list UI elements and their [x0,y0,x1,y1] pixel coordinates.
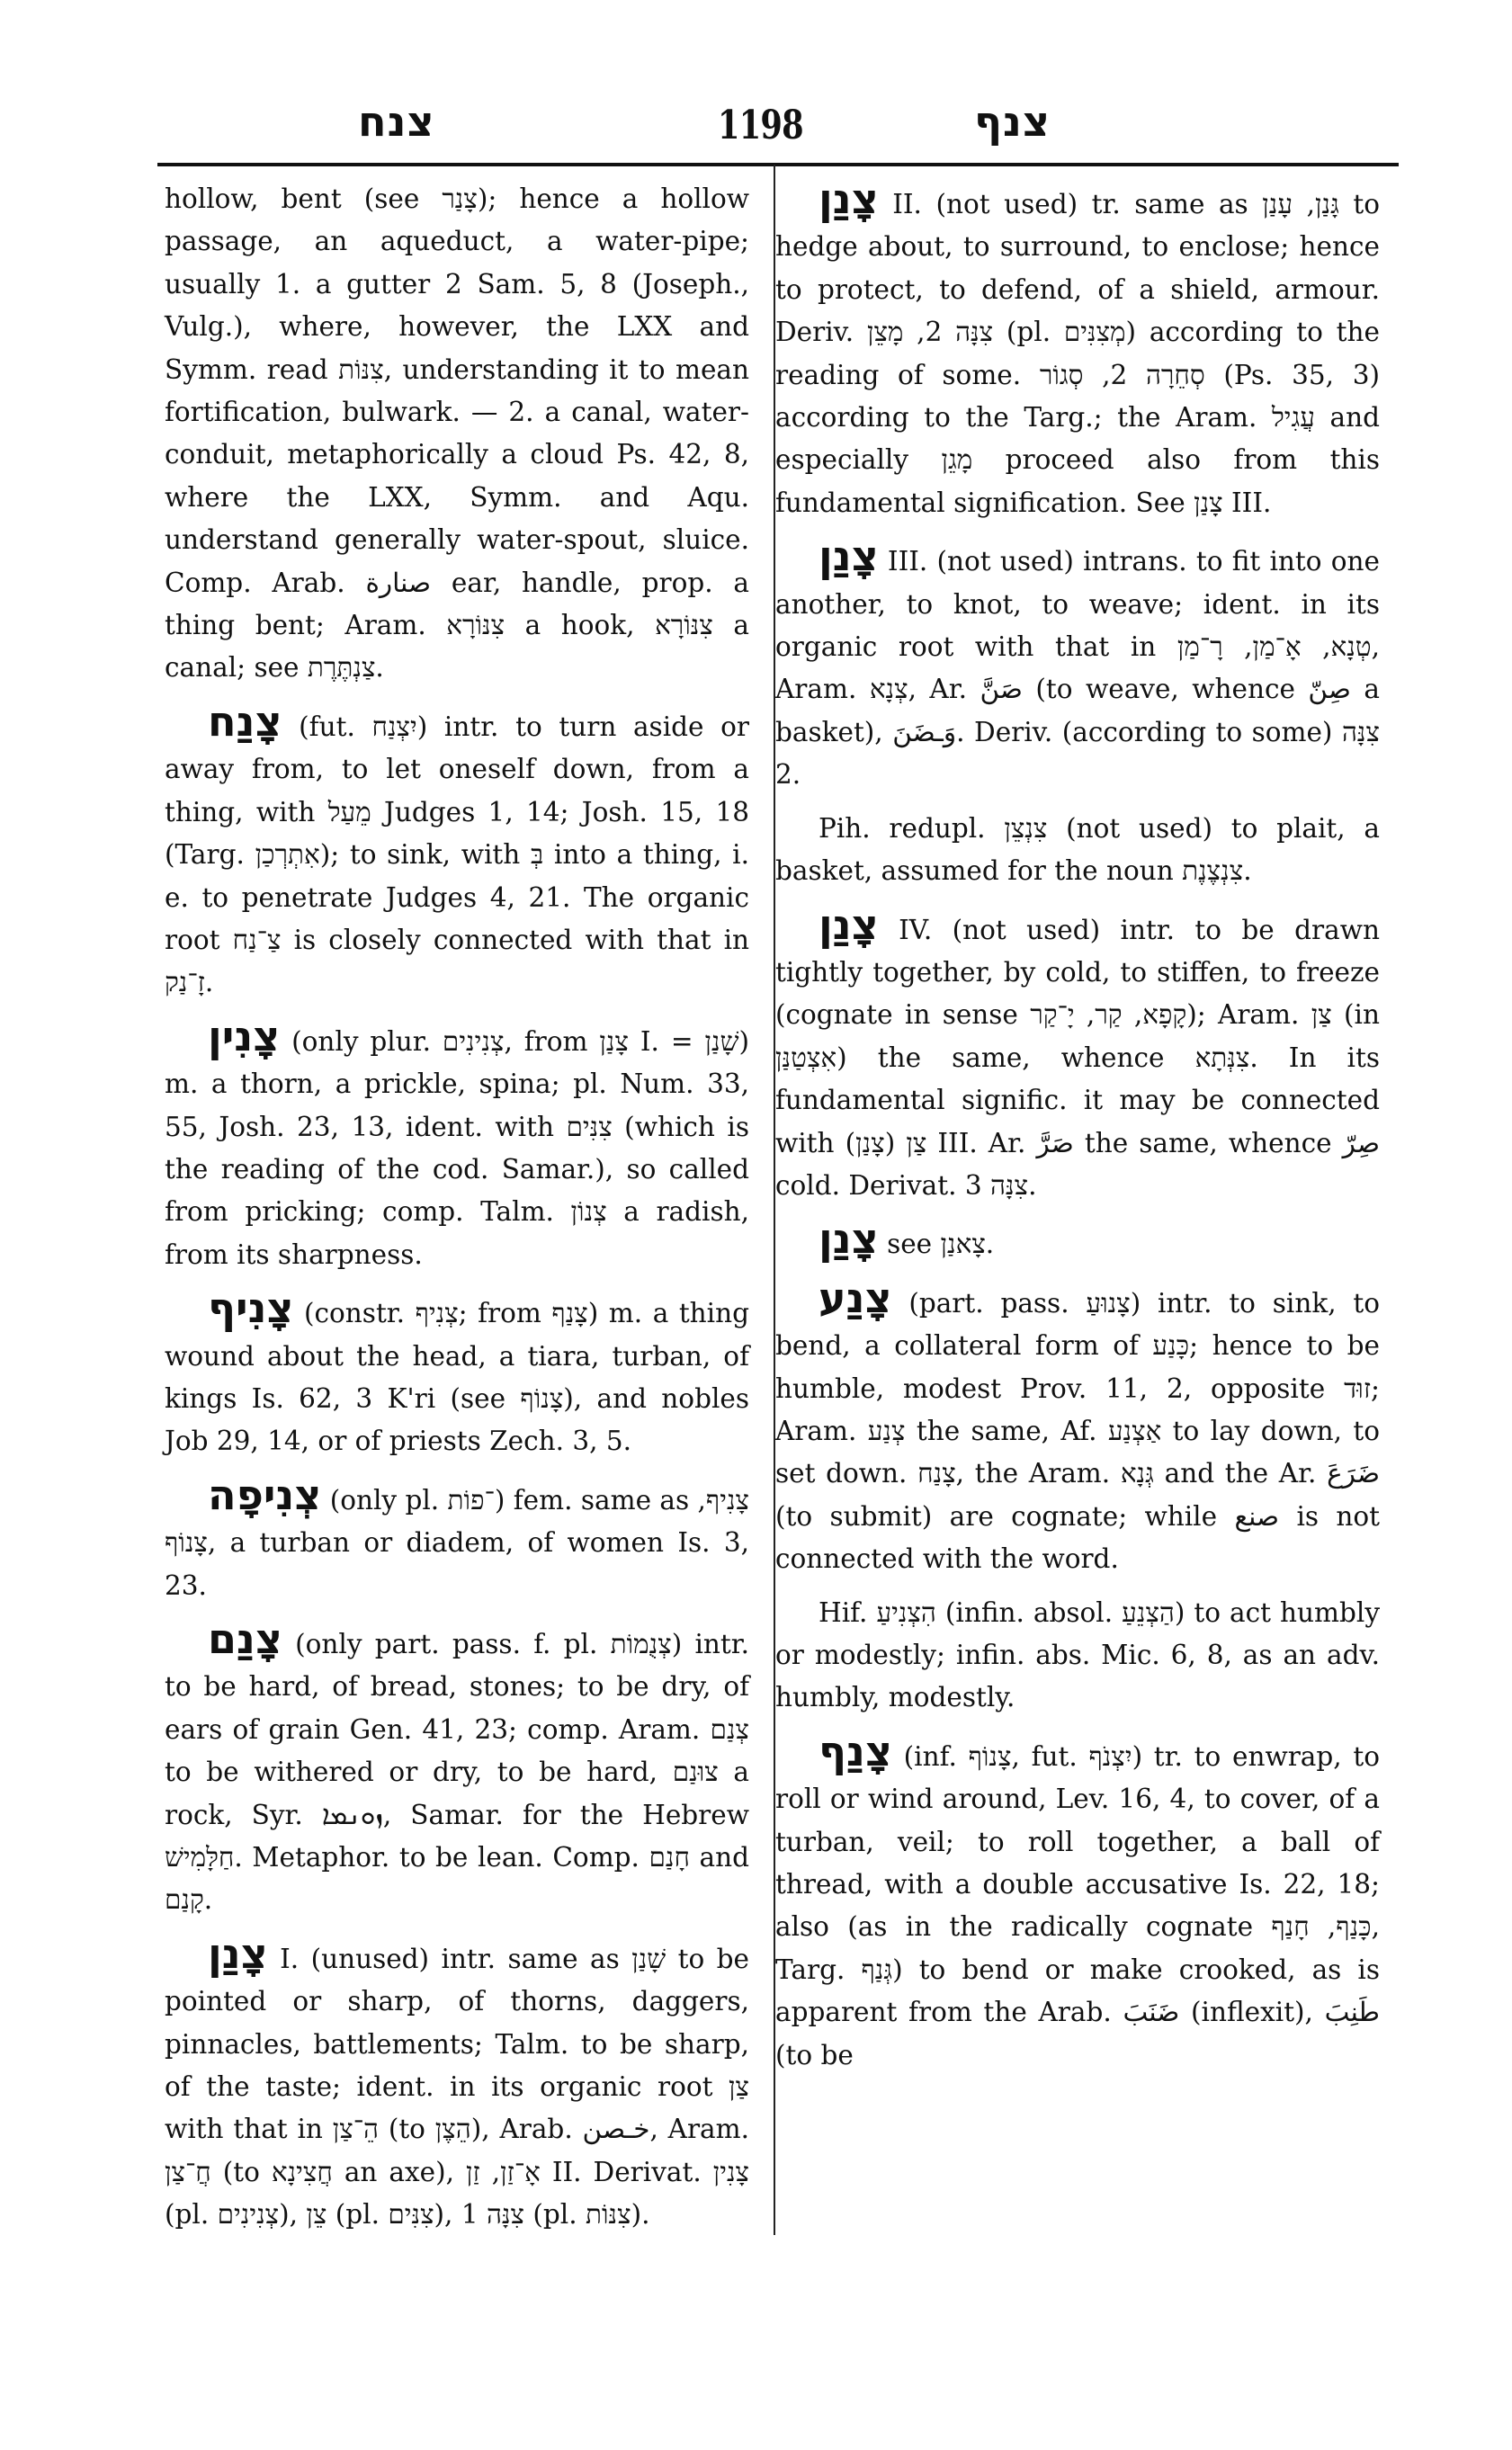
dictionary-entry [775,1726,1380,2077]
dictionary-entry [165,696,749,1005]
entry-headword: צָנַן [819,1214,879,1264]
entry-text: (only pl. ־פוֹת) fem. same as צָנִיף, צָנוֹף, a turban or diadem, of women Is. 3, 23. [165,1484,749,1601]
dictionary-subentry [775,1592,1380,1720]
dictionary-entry [165,1011,749,1276]
entry-text: I. (unused) intr. same as שָׁנַן to be pointed or sharp, of thorns, daggers, pinnacles, battlements; Talm. to be sharp, of the taste; ident. in its organic root צַן with that in הֵ־צַן (to הֵצֶן), Arab. خـصن, Aram. חֲ־צַן (to חֲצִינָא an axe), אָ־זַן, זַן II. Derivat. צָנִין (pl. צְנִינִים), צֵן (pl. צִנִּים), צִנָּה 1 (pl. צִנּוֹת). [165,1943,750,2231]
dictionary-entry [775,174,1381,524]
left-column [165,178,749,2248]
right-column [775,174,1381,2088]
entry-text: (fut. יִצְנַח) intr. to turn aside or away from, to let oneself down, from a thing, with מֵעַל Judges 1, 14; Josh. 15, 18 (Targ. אִתְרְכַן); to sink, with בְּ into a thing, i. e. to penetrate Judges 4, 21. The organic root צַ־נַח is closely connected with that in זָ־נַק. [165,711,749,998]
dictionary-entry [165,1928,750,2237]
entry-headword: צָנַף [819,1726,892,1775]
dictionary-entry [775,1273,1380,1581]
entry-text: (constr. צְנִיף; from צָנַף) m. a thing wound about the head, a tiara, turban, of kings Is. 62, 3 K'ri (see צָנוֹף), and nobles Job 29, 14, or of priests Zech. 3, 5. [165,1298,749,1457]
entry-text: see צָאנַן. [887,1229,995,1260]
entry-headword: צָנִיף [208,1283,294,1333]
entry-text: hollow, bent (see צָנַר); hence a hollow passage, an aqueduct, a water-pipe; usually 1. a gutter 2 Sam. 5, 8 (Joseph., Vulg.), where, however, the LXX and Symm. read צִנּוֹת, understanding it to mean fortification, bulwark. — 2. a canal, water-conduit, metaphorically a cloud Ps. 42, 8, where the LXX, Symm. and Aqu. understand generally water-spout, sluice. Comp. Arab. صنارة ear, handle, prop. a thing bent; Aram. צִנּוֹרָא a hook, צִנּוֹרָא a canal; see צַנְתֶּרֶת. [165,183,749,684]
guide-word-right: צנף [974,97,1051,146]
header-rule [157,163,1399,166]
entry-text: III. (not used) intrans. to fit into one another, to knot, to weave; ident. in its organic root with that in טְנָא, אָ־מַן, רָ־מַן, Aram. צְנָא, Ar. صَنَّ (to weave, whence صِنّ a basket), وَـضَنَ. Deriv. (according to some) צִנָּה 2. [775,546,1380,791]
dictionary-subentry [775,808,1380,893]
entry-headword: צָנַן [819,899,879,949]
entry-text: IV. (not used) intr. to be drawn tightly together, by cold, to stiffen, to freeze (cognate in sense קָפָא, קַר, יָ־קַר); Aram. צַן (in אִצְטַנַּן) the same, whence צִנְּתָא. In its fundamental signific. it may be connected with צַן (צָנַן) III. Ar. صَرَّ the same, whence صِرّ cold. Derivat. צִנָּה 3. [775,914,1380,1201]
dictionary-entry [165,178,749,690]
dictionary-entry [165,1614,750,1922]
entry-headword: צָנַן [819,532,879,581]
dictionary-entry [165,1283,749,1463]
entry-headword: צָנִין [208,1011,281,1060]
entry-text: (only plur. צְנִינִים, from צָנַן I. = שָׁנַן) m. a thorn, a prickle, spina; pl. Num. 33, 55, Josh. 23, 13, ident. with צִנִּים (which is the reading of the cod. Samar.), so called from pricking; comp. Talm. צְנוֹן a radish, from its sharpness. [165,1025,749,1270]
page-header [151,97,1401,160]
dictionary-entry [165,1470,749,1607]
guide-word-left: צנח [358,97,435,146]
entry-text: Pih. redupl. צִנְצֵן (not used) to plait, a basket, assumed for the noun צִנְצֶנֶת. [775,812,1380,887]
dictionary-entry [775,1214,1380,1265]
entry-headword: צָנַע [819,1273,892,1322]
entry-text: (part. pass. צָנוּעַ) intr. to sink, to bend, a collateral form of כָּנַע; hence to be humble, modest Prov. 11, 2, opposite זוּד; Aram. צְנַע the same, Af. אַצְנַע to lay down, to set down. צָנַח, the Aram. גְּנָא and the Ar. ضَرَعَ (to submit) are cognate; while صنع is not connected with the word. [775,1287,1380,1575]
entry-headword: צָנַח [208,696,282,746]
page-number: 1198 [718,103,803,148]
entry-headword: צָנַן [208,1928,268,1978]
entry-text: (inf. צָנוֹף, fut. יִצְנֹף) tr. to enwrap, to roll or wind around, Lev. 16, 4, to cover, of a turban, veil; to roll together, a ball of thread, with a double accusative Is. 22, 18; also (as in the radically cognate כָּנַף, חָנַף, Targ. גְּנַף) to bend or make crooked, as is apparent from the Arab. ضَنَبَ (inflexit), طَنِبَ (to be [775,1740,1380,2070]
entry-headword: צְנִיפָה [208,1470,322,1519]
entry-headword: צָנַן [819,174,879,223]
entry-text: (only part. pass. f. pl. צְנֻמוֹת) intr. to be hard, of bread, stones; to be dry, of ears of grain Gen. 41, 23; comp. Aram. צְנַם to be withered or dry, to be hard, צוּנַם a rock, Syr. ܙܘܢܡܐ, Samar. for the Hebrew חַלָּמִישׁ. Metaphor. to be lean. Comp. חָנַם and קָנַם. [165,1629,750,1916]
entry-text: II. (not used) tr. same as גָּנַן, עָנַן to hedge about, to surround, to enclose; hence to protect, to defend, of a shield, armour. Deriv. צִנָּה 2, מָצֵן (pl. מְצִנִּים) according to the reading of some. סְחֵרָה 2, סְגוֹר (Ps. 35, 3) according to the Targ.; the Aram. עֲגִיל and especially מָגֵן proceed also from this fundamental signification. See צָנַן III. [775,189,1381,518]
dictionary-entry [775,899,1380,1208]
dictionary-entry [775,532,1380,796]
entry-text: Hif. הִצְנִיעַ (infin. absol. הַצְנֵעַ) to act humbly or modestly; infin. abs. Mic. 6, 8, as an adv. humbly, modestly. [775,1596,1380,1713]
entry-headword: צָנַם [208,1614,282,1663]
